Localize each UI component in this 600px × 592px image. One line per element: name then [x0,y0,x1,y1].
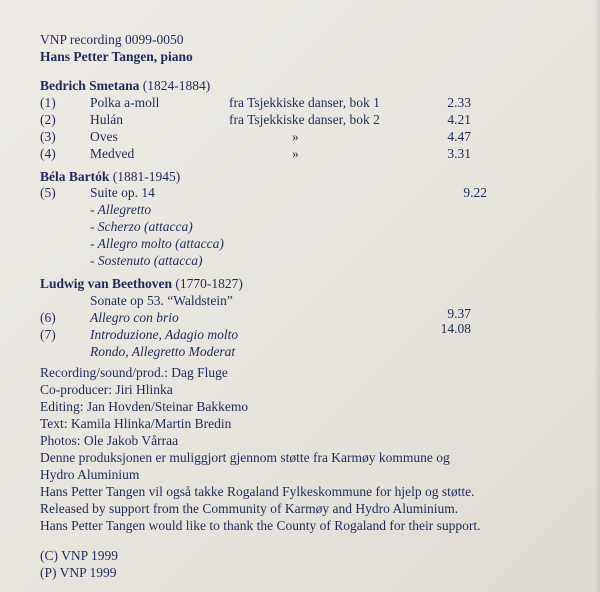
composer-name: Béla Bartók [40,169,110,184]
track-number: (3) [40,129,56,144]
composer-years: (1770-1827) [175,276,243,291]
composer-heading-bartok [40,168,180,185]
track-time: 14.08 [440,321,471,336]
track-title: Oves [90,129,118,144]
credit-line: Co-producer: Jiri Hlinka [40,382,173,397]
movement: - Scherzo (attacca) [90,219,193,234]
track-time: 3.31 [447,146,471,161]
recording-number: VNP recording 0099-0050 [40,32,184,47]
ditto-mark: » [292,146,299,161]
track-title: Rondo, Allegretto Moderat [90,344,236,359]
composer-heading-beethoven [40,275,243,292]
credit-line: Editing: Jan Hovden/Steinar Bakkemo [40,399,249,414]
track-time: 9.37 [447,306,471,321]
track-number: (1) [40,95,56,110]
movement: - Allegro molto (attacca) [90,236,224,251]
credit-line: Hans Petter Tangen vil også takke Rogaland Fylkeskommune for hjelp og støtte. [40,484,475,499]
credit-line: Text: Kamila Hlinka/Martin Bredin [40,416,232,431]
movement: - Sostenuto (attacca) [90,253,203,268]
track-number: (2) [40,112,56,127]
track-time: 4.21 [447,112,471,127]
track-time: 2.33 [447,95,471,110]
track-number: (6) [40,310,56,325]
phonogram-line: (P) VNP 1999 [40,565,117,580]
performer-credit: Hans Petter Tangen, piano [40,49,193,64]
composer-years: (1824-1884) [142,78,211,93]
credit-line: Released by support from the Community of Karmøy and Hydro Aluminium. [40,501,459,516]
track-time: 9.22 [463,185,487,200]
credit-line: Recording/sound/prod.: Dag Fluge [40,365,228,380]
credit-line: Hans Petter Tangen would like to thank the County of Rogaland for their support. [40,518,481,533]
copyright-line: (C) VNP 1999 [40,548,119,563]
track-title: Hulán [90,112,123,127]
track-number: (7) [40,327,56,342]
credit-line: Hydro Aluminium [40,467,140,482]
credit-line: Denne produksjonen er muliggjort gjennom støtte fra Karmøy kommune og [40,450,450,465]
composer-years: (1881-1945) [112,169,181,184]
composer-heading-smetana [40,77,210,94]
track-title: Allegro con brio [90,310,179,325]
work-title: Sonate op 53. “Waldstein” [90,293,233,308]
track-title: Introduzione, Adagio molto [90,327,239,342]
composer-name: Bedrich Smetana [40,78,140,93]
track-number: (4) [40,146,56,161]
track-source: fra Tsjekkiske danser, bok 2 [229,112,380,127]
track-time: 4.47 [447,129,471,144]
page-fold-shadow [594,0,600,592]
credit-line: Photos: Ole Jakob Vårraa [40,433,179,448]
track-title: Medved [90,146,135,161]
composer-name: Ludwig van Beethoven [40,276,173,291]
track-title: Suite op. 14 [90,185,155,200]
track-title: Polka a-moll [90,95,160,110]
track-number: (5) [40,185,56,200]
movement: - Allegretto [90,202,152,217]
track-source: fra Tsjekkiske danser, bok 1 [229,95,380,110]
ditto-mark: » [292,129,299,144]
